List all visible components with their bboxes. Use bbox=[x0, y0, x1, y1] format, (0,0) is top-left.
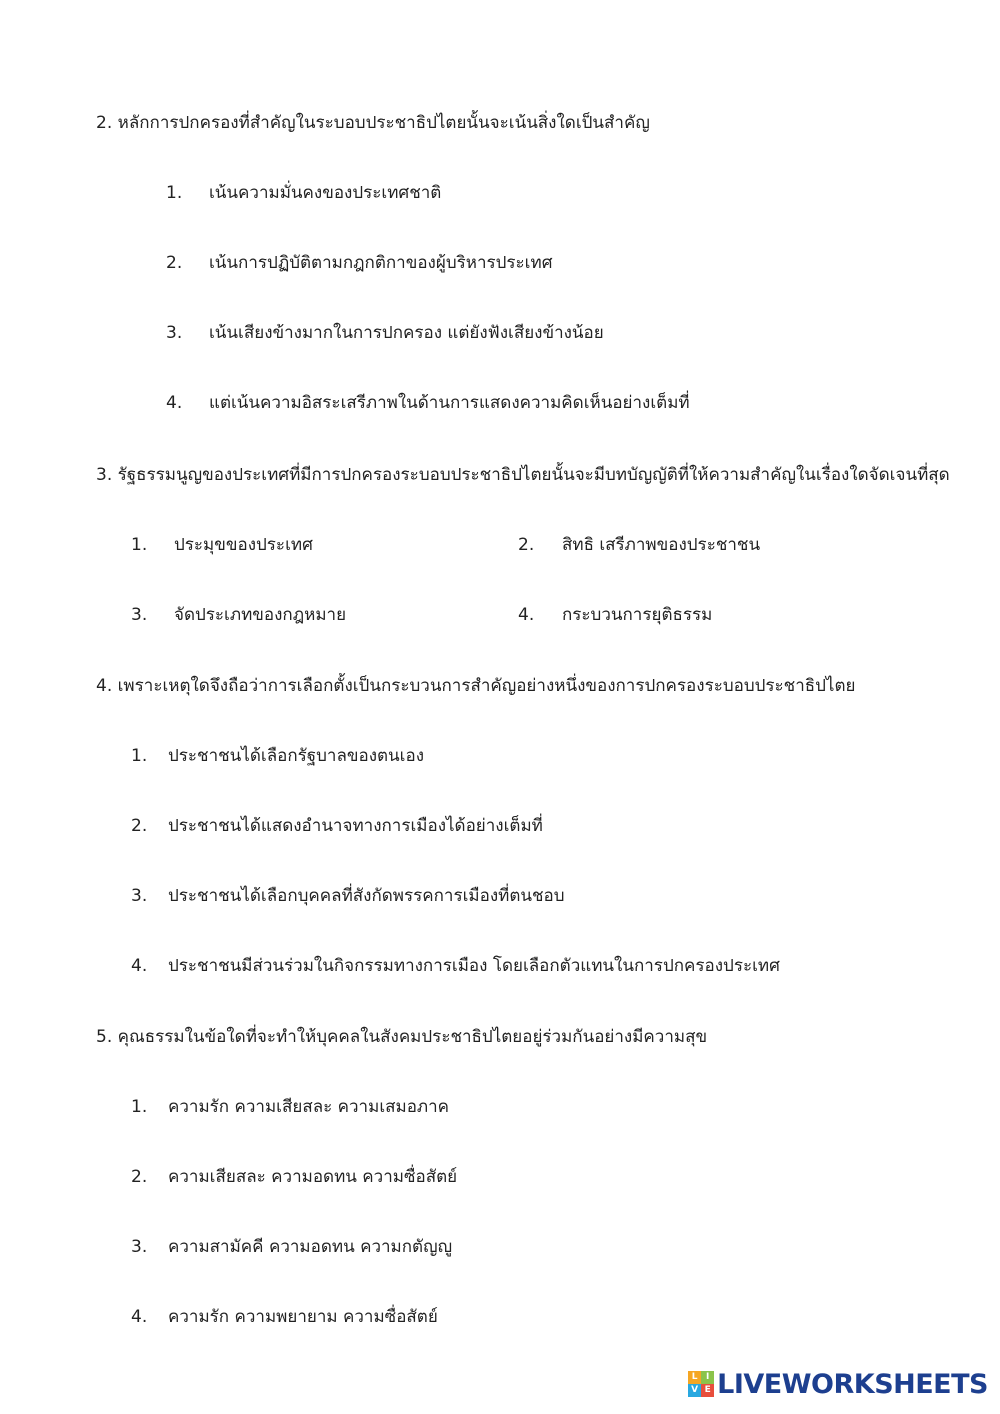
question-4-option-1[interactable] bbox=[131, 744, 891, 768]
question-3-option-3[interactable] bbox=[131, 603, 471, 627]
option-text: แต่เน้นความอิสระเสรีภาพในด้านการแสดงความคิดเห็นอย่างเต็มที่ bbox=[209, 393, 690, 413]
question-2: 2. หลักการปกครองที่สำคัญในระบอบประชาธิปไตยนั้นจะเน้นสิ่งใดเป็นสำคัญ bbox=[96, 113, 650, 133]
option-number: 1. bbox=[131, 1097, 148, 1117]
logo-mark-icon bbox=[688, 1371, 714, 1397]
question-2-option-4[interactable] bbox=[166, 391, 866, 415]
option-text: ความรัก ความพยายาม ความซื่อสัตย์ bbox=[168, 1307, 438, 1327]
question-2-option-3[interactable] bbox=[166, 321, 866, 345]
question-3-option-4[interactable] bbox=[518, 603, 918, 627]
question-5-option-3[interactable] bbox=[131, 1235, 831, 1259]
question-4-option-3[interactable] bbox=[131, 884, 891, 908]
option-text: เน้นความมั่นคงของประเทศชาติ bbox=[209, 183, 442, 203]
option-number: 1. bbox=[131, 535, 148, 555]
logo-tile-v: V bbox=[688, 1384, 701, 1397]
option-number: 2. bbox=[131, 816, 148, 836]
option-number: 4. bbox=[131, 956, 148, 976]
option-number: 2. bbox=[166, 253, 183, 273]
option-text: ประชาชนได้เลือกรัฐบาลของตนเอง bbox=[168, 746, 424, 766]
option-text: ประชาชนมีส่วนร่วมในกิจกรรมทางการเมือง โดยเลือกตัวแทนในการปกครองประเทศ bbox=[168, 956, 780, 976]
question-2-option-1[interactable] bbox=[166, 181, 866, 205]
logo-tile-i: I bbox=[701, 1371, 714, 1384]
option-number: 3. bbox=[131, 605, 148, 625]
option-text: ความสามัคคี ความอดทน ความกตัญญู bbox=[168, 1237, 453, 1257]
question-3-option-2[interactable] bbox=[518, 533, 918, 557]
logo-tile-l: L bbox=[688, 1371, 701, 1384]
option-text: ความเสียสละ ความอดทน ความซื่อสัตย์ bbox=[168, 1167, 458, 1187]
option-number: 3. bbox=[131, 886, 148, 906]
question-5-option-1[interactable] bbox=[131, 1095, 831, 1119]
option-number: 2. bbox=[131, 1167, 148, 1187]
option-number: 1. bbox=[166, 183, 183, 203]
liveworksheets-logo bbox=[688, 1366, 988, 1402]
option-text: เน้นเสียงข้างมากในการปกครอง แต่ยังฟังเสียงข้างน้อย bbox=[209, 323, 604, 343]
option-text: เน้นการปฏิบัติตามกฎกติกาของผู้บริหารประเทศ bbox=[209, 253, 553, 273]
option-text: ประชาชนได้เลือกบุคคลที่สังกัดพรรคการเมืองที่ตนชอบ bbox=[168, 886, 565, 906]
question-2-option-2[interactable] bbox=[166, 251, 866, 275]
option-number: 1. bbox=[131, 746, 148, 766]
question-3-option-1[interactable] bbox=[131, 533, 471, 557]
option-text: ประมุขของประเทศ bbox=[174, 535, 313, 555]
question-3: 3. รัฐธรรมนูญของประเทศที่มีการปกครองระบอบประชาธิปไตยนั้นจะมีบทบัญญัติที่ให้ความสำคัญในเรื่องใดจัดเจนที่สุด bbox=[96, 465, 950, 485]
question-4-option-2[interactable] bbox=[131, 814, 891, 838]
logo-tile-e: E bbox=[701, 1384, 714, 1397]
option-number: 4. bbox=[518, 605, 535, 625]
question-5-option-2[interactable] bbox=[131, 1165, 831, 1189]
option-text: จัดประเภทของกฎหมาย bbox=[174, 605, 347, 625]
option-number: 3. bbox=[131, 1237, 148, 1257]
question-5: 5. คุณธรรมในข้อใดที่จะทำให้บุคคลในสังคมประชาธิปไตยอยู่ร่วมกันอย่างมีความสุข bbox=[96, 1027, 708, 1047]
question-5-option-4[interactable] bbox=[131, 1305, 831, 1329]
option-number: 2. bbox=[518, 535, 535, 555]
option-text: ประชาชนได้แสดงอำนาจทางการเมืองได้อย่างเต็มที่ bbox=[168, 816, 543, 836]
option-text: สิทธิ เสรีภาพของประชาชน bbox=[562, 535, 761, 555]
question-4: 4. เพราะเหตุใดจึงถือว่าการเลือกตั้งเป็นกระบวนการสำคัญอย่างหนึ่งของการปกครองระบอบประชาธิปไตย bbox=[96, 676, 856, 696]
option-text: กระบวนการยุติธรรม bbox=[562, 605, 713, 625]
option-text: ความรัก ความเสียสละ ความเสมอภาค bbox=[168, 1097, 450, 1117]
option-number: 3. bbox=[166, 323, 183, 343]
option-number: 4. bbox=[131, 1307, 148, 1327]
question-4-option-4[interactable] bbox=[131, 954, 891, 978]
logo-wordmark: LIVEWORKSHEETS bbox=[717, 1368, 988, 1400]
option-number: 4. bbox=[166, 393, 183, 413]
